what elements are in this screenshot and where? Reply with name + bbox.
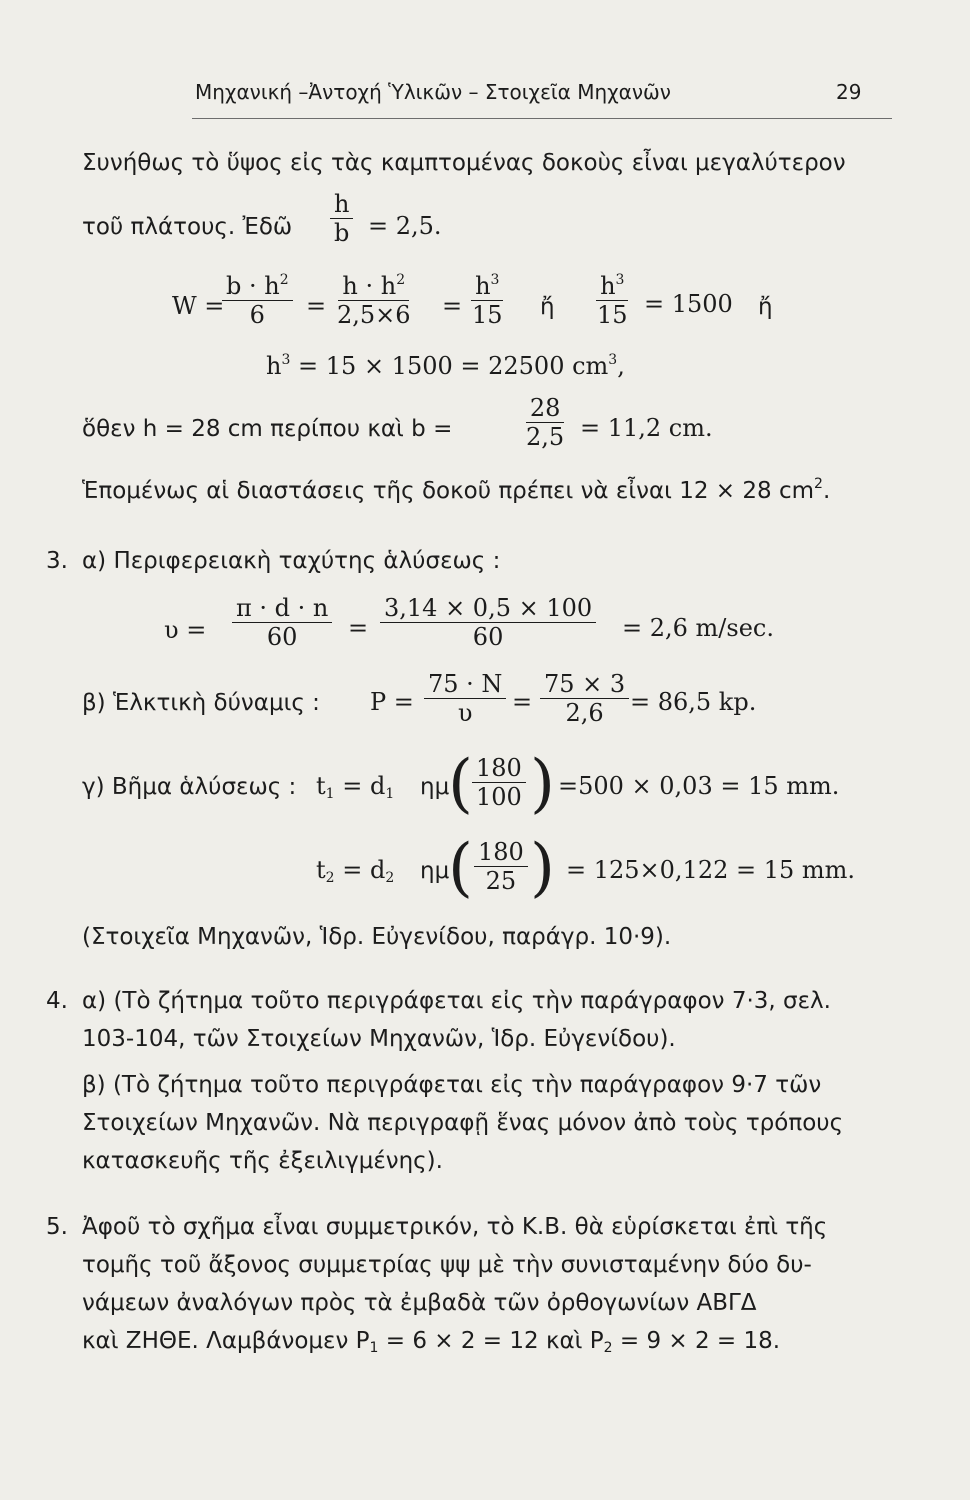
dims-exp: 2 xyxy=(814,476,823,492)
w-f4-exp: 3 xyxy=(615,272,625,288)
h3-line xyxy=(266,352,625,380)
hb-text-1: ὅθεν h = 28 cm περίπου καὶ b = xyxy=(82,416,453,442)
w-f4-num: h xyxy=(600,272,616,300)
t1-hm: ημ xyxy=(420,774,450,800)
w-result: = 1500 xyxy=(644,290,733,318)
t2-left-paren: ( xyxy=(448,831,473,905)
t2-hm: ημ xyxy=(420,858,450,884)
t1-mid: = d xyxy=(342,772,386,800)
item5-line4-mid: = 6 × 2 = 12 καὶ P xyxy=(385,1328,604,1354)
t1-sub: 1 xyxy=(325,786,335,802)
t2-fraction xyxy=(474,838,528,895)
h3-tail: , xyxy=(617,352,625,380)
h3-exp: 3 xyxy=(281,352,291,368)
dims-line xyxy=(82,478,830,504)
ratio-denominator: b xyxy=(334,219,350,247)
t2-right-paren: ) xyxy=(530,831,555,905)
t1-left-paren: ( xyxy=(448,747,473,821)
w-fraction-2 xyxy=(333,272,415,329)
ratio-h-over-b xyxy=(330,190,353,247)
t1-mid-sub: 1 xyxy=(385,786,395,802)
p-lhs: P = xyxy=(370,688,414,716)
running-header-title: Μηχανική –Ἀντοχή Ὑλικῶν – Στοιχεῖα Μηχανῶν xyxy=(195,80,671,104)
v-f1-den: 60 xyxy=(266,623,298,651)
v-lhs: υ = xyxy=(164,616,207,644)
w-or-2: ἤ xyxy=(758,294,773,320)
item3-g-label: γ) Βῆμα ἁλύσεως : xyxy=(82,774,297,800)
item3-ref: (Στοιχεῖα Μηχανῶν, Ἱδρ. Εὐγενίδου, παράγρ. 10·9). xyxy=(82,924,672,950)
t1-lhs: t xyxy=(316,772,326,800)
h3-rest: = 15 × 1500 = 22500 cm xyxy=(298,352,609,380)
v-eq: = xyxy=(348,614,369,642)
w-f2-den: 2,5×6 xyxy=(337,301,411,329)
w-f2-exp: 2 xyxy=(396,272,406,288)
p2-sub: 2 xyxy=(603,1340,613,1356)
intro-line-2: τοῦ πλάτους. Ἐδῶ xyxy=(82,214,293,240)
item3-a-label: α) Περιφερειακὴ ταχύτης ἁλύσεως : xyxy=(82,548,501,574)
dims-text: Ἑπομένως αἱ διαστάσεις τῆς δοκοῦ πρέπει νὰ εἶναι 12 × 28 cm xyxy=(82,478,815,504)
p-eq: = xyxy=(512,688,533,716)
p-result: = 86,5 kp. xyxy=(630,688,757,716)
ratio-value: = 2,5. xyxy=(368,212,442,240)
w-fraction-3 xyxy=(468,272,507,329)
v-fraction-1 xyxy=(232,594,332,651)
w-lhs: W = xyxy=(172,292,225,320)
item4-a-line-1: α) (Τὸ ζήτημα τοῦτο περιγράφεται εἰς τὴν παράγραφον 7·3, σελ. xyxy=(82,988,831,1014)
v-f2-den: 60 xyxy=(472,623,504,651)
t1-expr xyxy=(316,772,394,800)
item5-line-4 xyxy=(82,1328,780,1354)
item4-b-line-2: Στοιχείων Μηχανῶν. Νὰ περιγραφῇ ἕνας μόνον ἀπὸ τοὺς τρόπους xyxy=(82,1110,844,1136)
ratio-numerator: h xyxy=(330,190,353,219)
item3-number: 3. xyxy=(46,548,68,574)
item4-b-line-1: β) (Τὸ ζήτημα τοῦτο περιγράφεται εἰς τὴν παράγραφον 9·7 τῶν xyxy=(82,1072,822,1098)
w-or-1: ἤ xyxy=(540,294,555,320)
t2-sub: 2 xyxy=(325,870,335,886)
p-f1-den: υ xyxy=(457,699,473,727)
w-f3-exp: 3 xyxy=(490,272,500,288)
t2-lhs: t xyxy=(316,856,326,884)
v-f2-num: 3,14 × 0,5 × 100 xyxy=(380,594,596,623)
p-f2-num: 75 × 3 xyxy=(540,670,629,699)
t1-num: 180 xyxy=(472,754,526,783)
w-f4-den: 15 xyxy=(597,301,628,329)
v-fraction-2 xyxy=(380,594,596,651)
item4-a-line-2: 103-104, τῶν Στοιχείων Μηχανῶν, Ἱδρ. Εὐγενίδου). xyxy=(82,1026,676,1052)
t2-den: 25 xyxy=(485,867,517,895)
t1-result: =500 × 0,03 = 15 mm. xyxy=(558,772,840,800)
t1-right-paren: ) xyxy=(530,747,555,821)
w-f1-den: 6 xyxy=(249,301,265,329)
w-f2-num: h · h xyxy=(342,272,397,300)
h3-base: h xyxy=(266,352,282,380)
item5-number: 5. xyxy=(46,1214,68,1240)
p1-sub: 1 xyxy=(369,1340,379,1356)
v-result: = 2,6 m/sec. xyxy=(622,614,774,642)
w-f3-num: h xyxy=(475,272,491,300)
t1-den: 100 xyxy=(476,783,522,811)
dims-tail: . xyxy=(822,478,831,504)
item5-line4-end: = 9 × 2 = 18. xyxy=(619,1328,781,1354)
w-fraction-4 xyxy=(593,272,632,329)
v-f1-num: π · d · n xyxy=(232,594,332,623)
page-number: 29 xyxy=(836,80,862,104)
t2-mid: = d xyxy=(342,856,386,884)
item5-line-3: νάμεων ἀναλόγων πρὸς τὰ ἐμβαδὰ τῶν ὀρθογωνίων ΑΒΓΔ xyxy=(82,1290,757,1316)
b-fraction xyxy=(522,394,568,451)
item5-line4-prefix: καὶ ΖΗΘΕ. Λαμβάνομεν P xyxy=(82,1328,370,1354)
w-f1-num: b · h xyxy=(226,272,280,300)
p-fraction-1 xyxy=(424,670,506,727)
t2-result: = 125×0,122 = 15 mm. xyxy=(566,856,856,884)
hb-text-2: = 11,2 cm. xyxy=(580,414,713,442)
b-frac-den: 2,5 xyxy=(526,423,565,451)
item5-line-1: Ἀφοῦ τὸ σχῆμα εἶναι συμμετρικόν, τὸ Κ.Β. θὰ εὑρίσκεται ἐπὶ τῆς xyxy=(82,1214,828,1240)
intro-line-1: Συνήθως τὸ ὕψος εἰς τὰς καμπτομένας δοκοὺς εἶναι μεγαλύτερον xyxy=(82,150,846,176)
w-fraction-1 xyxy=(222,272,293,329)
t2-expr xyxy=(316,856,394,884)
p-f2-den: 2,6 xyxy=(565,699,604,727)
w-eq-2: = xyxy=(442,292,463,320)
w-eq-1: = xyxy=(306,292,327,320)
h3-unit-exp: 3 xyxy=(608,352,618,368)
t2-num: 180 xyxy=(474,838,528,867)
p-fraction-2 xyxy=(540,670,629,727)
item3-b-label: β) Ἑλκτικὴ δύναμις : xyxy=(82,690,320,716)
w-f1-exp: 2 xyxy=(279,272,289,288)
w-f3-den: 15 xyxy=(472,301,503,329)
item4-number: 4. xyxy=(46,988,68,1014)
item4-b-line-3: κατασκευῆς τῆς ἐξειλιγμένης). xyxy=(82,1148,443,1174)
p-f1-num: 75 · N xyxy=(424,670,506,699)
item5-line-2: τομῆς τοῦ ἄξονος συμμετρίας ψψ μὲ τὴν συνισταμένην δύο δυ- xyxy=(82,1252,812,1278)
t2-mid-sub: 2 xyxy=(385,870,395,886)
header-rule xyxy=(192,118,892,119)
b-frac-num: 28 xyxy=(526,394,565,423)
t1-fraction xyxy=(472,754,526,811)
